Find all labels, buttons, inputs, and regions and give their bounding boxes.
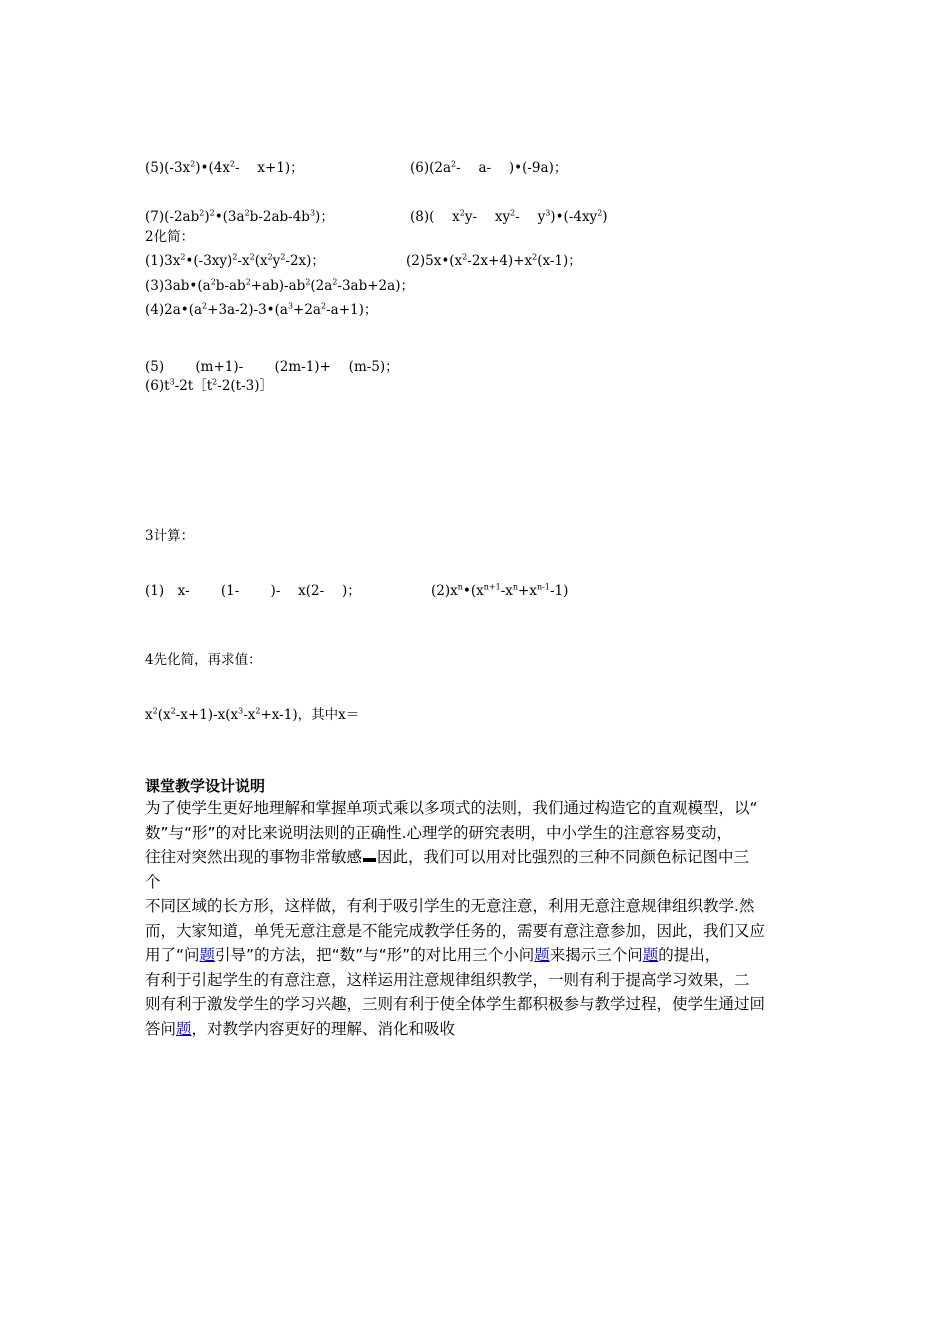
design-paragraph xyxy=(145,796,815,1041)
exercise-6: $(6)(2a^2-$ a- )•(-9a)； xyxy=(410,159,568,176)
exercise-7: $(7)(-2ab^2)^2•(3a^2b-2ab-4b^3)$； xyxy=(145,208,334,225)
paragraph-line: 而，大家知道，单凭无意注意是不能完成教学任务的，需要有意注意参加，因此，我们又应 xyxy=(145,921,766,940)
paragraph-line: 则有利于激发学生的学习兴趣，三则有利于使全体学生都积极参与教学过程，使学生通过回 xyxy=(145,995,766,1013)
evaluate-expression: $x^2(x^2-x+1)-x(x^3-x^2+x-1)$，其中x＝ xyxy=(145,706,360,723)
question-link[interactable]: 题 xyxy=(642,946,659,964)
paragraph-line: 不同区域的长方形，这样做，有利于吸引学生的无意注意，利用无意注意规律组织教学.然 xyxy=(145,897,755,915)
exercise-5: $(5)(-3x^2)•(4x^2-$ x+1)； xyxy=(145,159,304,176)
blank-mark xyxy=(363,858,376,862)
simplify-2: $(2)5x•(x^2-2x+4)+x^2(x-1)$； xyxy=(406,252,582,269)
section-4-title: 4先化简，再求值： xyxy=(145,652,262,668)
paragraph-line: 往往对突然出现的事物非常敏感 因此，我们可以用对比强烈的三种不同颜色标记图中三 xyxy=(145,848,750,866)
compute-1: (1) x- (1- )- x(2- )； xyxy=(145,583,361,599)
paragraph-line: 答问题，对教学内容更好的理解、消化和吸收 xyxy=(145,1019,456,1038)
question-link[interactable]: 题 xyxy=(534,946,550,964)
simplify-3: $(3)3ab•(a^2b-ab^2+ab)-ab^2(2a^2-3ab+2a)$； xyxy=(145,277,414,294)
simplify-6: $(6)t^3-2t[t^2-2(t-3)]$ xyxy=(145,377,274,394)
compute-2: $(2)x^n•(x^{n+1}-x^n+x^{n-1}-1)$ xyxy=(431,582,569,599)
simplify-1: $(1)3x^2•(-3xy)^2-x^2(x^2y^2-2x)$； xyxy=(145,252,325,269)
paragraph-line: 用了“问题引导”的方法，把“数”与“形”的对比用三个小问题来揭示三个问题的提出， xyxy=(145,946,721,964)
question-link[interactable]: 题 xyxy=(199,946,216,964)
design-heading: 课堂教学设计说明 xyxy=(145,777,266,795)
section-3-title: 3计算： xyxy=(145,528,195,544)
simplify-5: (5) (m+1)- (2m-1)+ (m-5)； xyxy=(145,359,399,375)
paragraph-line: 数”与“形”的对比来说明法则的正确性.心理学的研究表明，中小学生的注意容易变动， xyxy=(145,823,733,842)
section-2-title: 2化简： xyxy=(145,229,195,245)
paragraph-line: 个 xyxy=(145,872,161,891)
paragraph-line: 为了使学生更好地理解和掌握单项式乘以多项式的法则，我们通过构造它的直观模型，以“ xyxy=(145,799,758,817)
exercise-8: (8)( $x^2y-$ $xy^2-$ $y^3)•(-4xy^2)$ xyxy=(410,208,608,225)
simplify-4: $(4)2a•(a^2+3a-2)-3•(a^3+2a^2-a+1)$； xyxy=(145,301,378,318)
question-link[interactable]: 题 xyxy=(176,1019,192,1038)
paragraph-line: 有利于引起学生的有意注意，这样运用注意规律组织教学，一则有利于提高学习效果，二 xyxy=(145,970,750,989)
